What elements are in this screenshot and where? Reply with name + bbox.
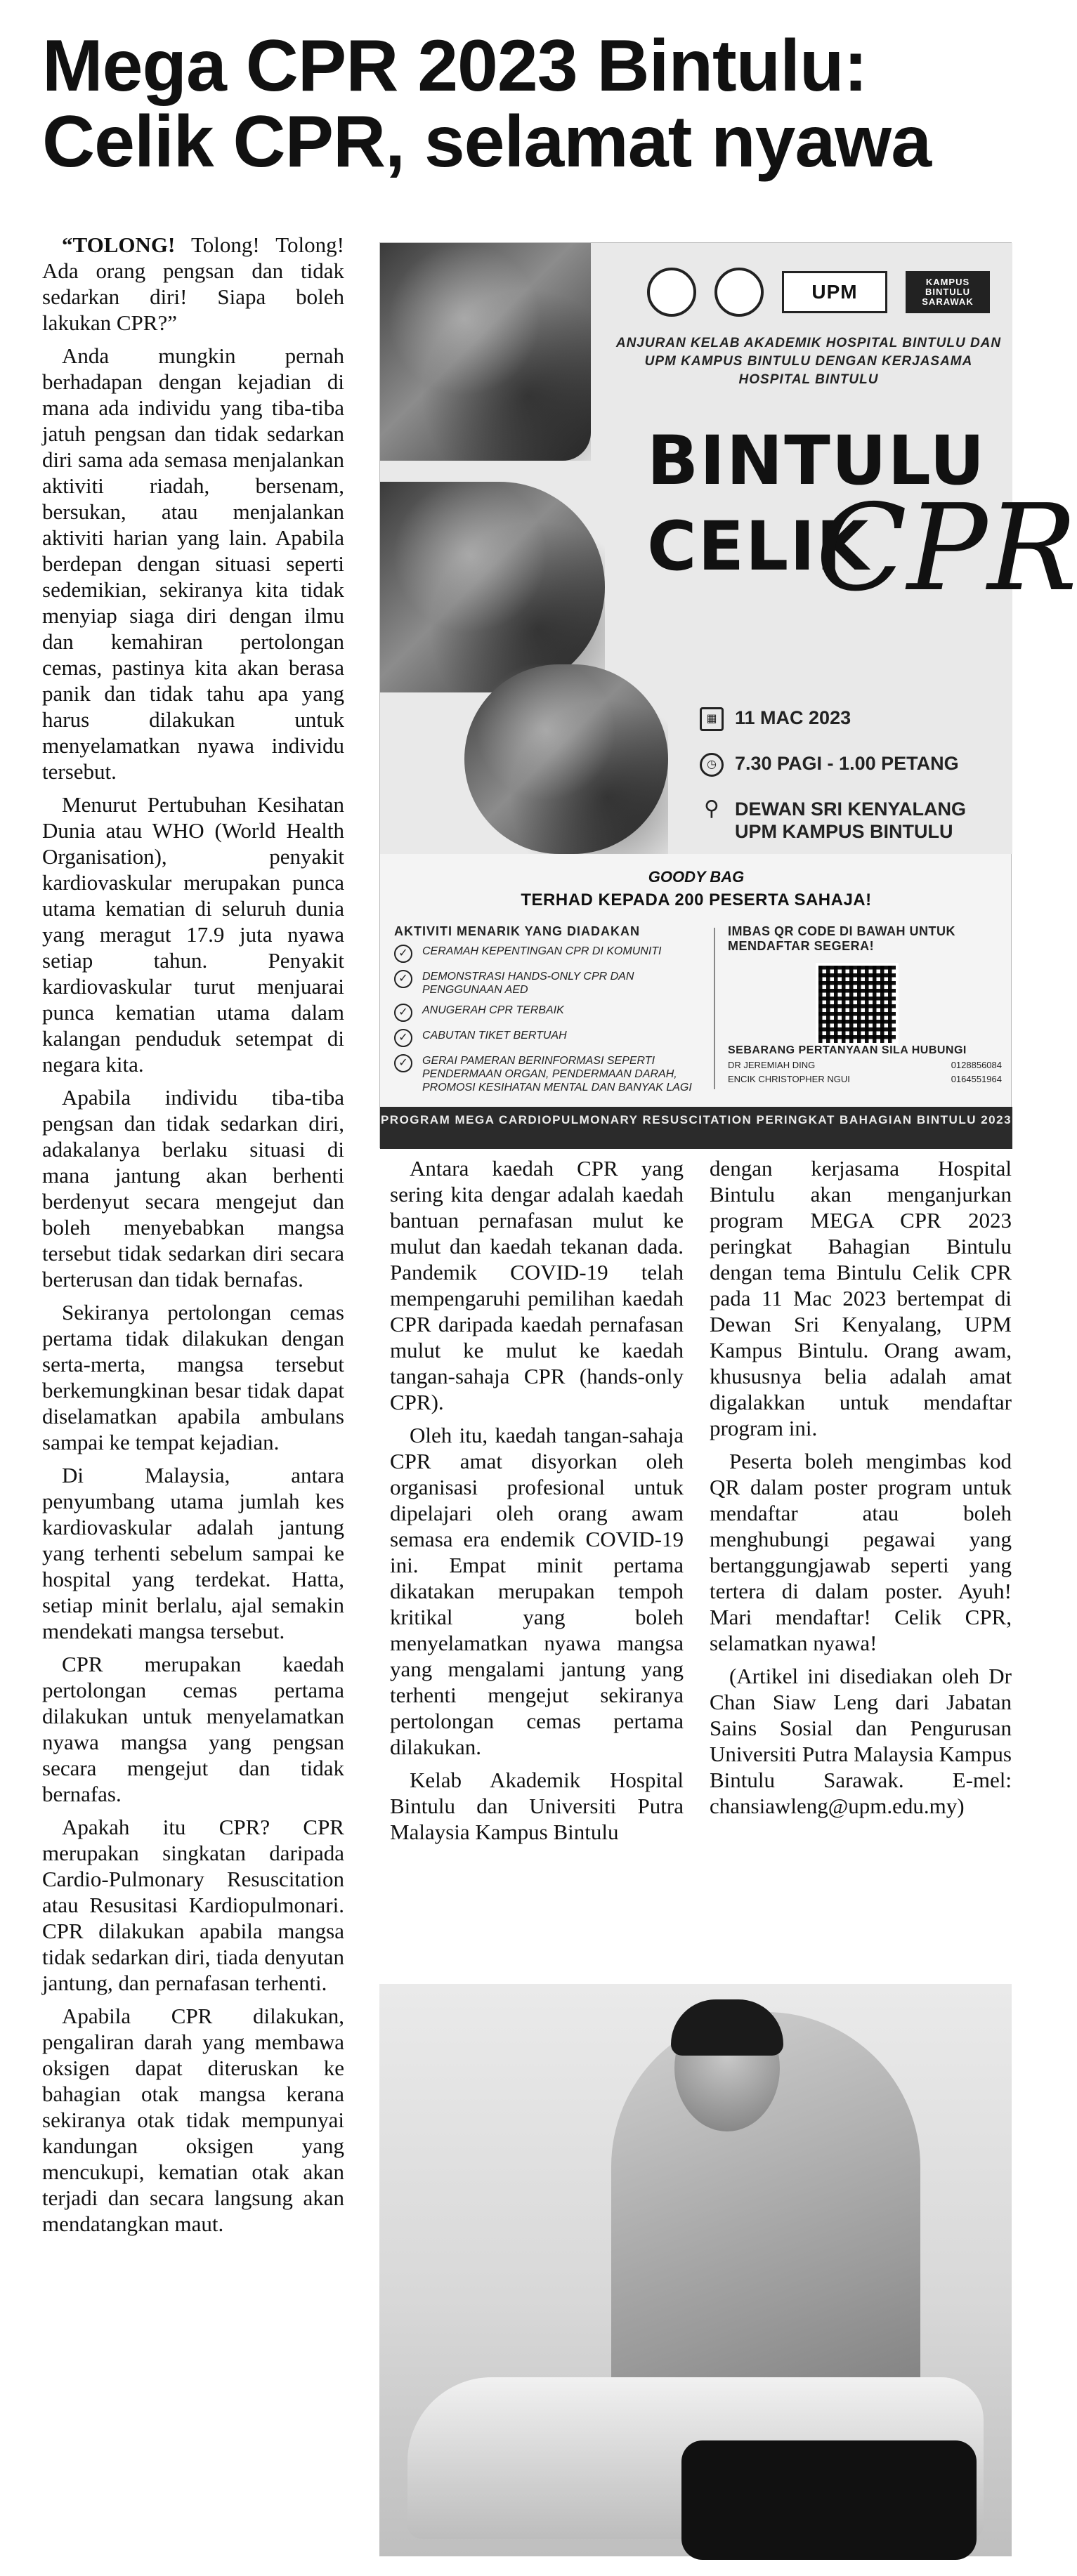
cpr-demonstration-photo: [379, 1984, 1012, 2556]
location-pin-icon: ⚲: [704, 796, 719, 820]
headline-line-2: Celik CPR, selamat nyawa: [42, 101, 932, 183]
poster-place-line-1: DEWAN SRI KENYALANG: [735, 799, 967, 820]
headline: [42, 25, 1012, 183]
article-paragraph: [390, 1767, 684, 1845]
article-column-3: [710, 1155, 1012, 1970]
check-icon: ✓: [394, 970, 412, 988]
poster-logos: [647, 264, 998, 320]
article-paragraph-text: Kelab Akademik Hospital Bintulu dan Universiti Putra Malaysia Kampus Bintulu: [390, 1768, 684, 1844]
article-paragraph-text: Sekiranya pertolongan cemas pertama tidak dilakukan dengan serta-merta, mangsa tersebut berkemungkinan besar tidak dapat diselamatkan apabila ambulans sampai ke tempat kejadian.: [42, 1300, 344, 1454]
activity-text: ANUGERAH CPR TERBAIK: [422, 1004, 564, 1016]
article-paragraph-text: Tolong! Tolong! Ada orang pengsan dan tidak sedarkan diri! Siapa boleh lakukan CPR?”: [42, 232, 344, 335]
contact-name: DR JEREMIAH DING: [728, 1060, 816, 1070]
article-paragraph: [42, 1299, 344, 1455]
article-paragraph-text: Menurut Pertubuhan Kesihatan Dunia atau WHO (World Health Organisation), penyakit kardiovaskular merupakan punca utama kematian di seluruh dunia yang meragut 17.9 juta nyawa setiap tahun. Penyakit kardiovaskular turut menjuarai punca kematian utama dalam kalangan penduduk setempat di negara kita.: [42, 792, 344, 1077]
poster-organiser: ANJURAN KELAB AKADEMIK HOSPITAL BINTULU DAN UPM KAMPUS BINTULU DENGAN KERJASAMA HOSPITAL BINTULU: [615, 336, 1002, 387]
activity-text: CERAMAH KEPENTINGAN CPR DI KOMUNITI: [422, 945, 662, 957]
activity-item: [394, 945, 703, 963]
article-paragraph-text: Oleh itu, kaedah tangan-sahaja CPR amat disyorkan oleh organisasi profesional untuk dipelajari oleh orang awam semasa era endemik COVID-19 ini. Empat minit pertama dikatakan merupakan tempoh kritikal yang boleh menyelamatkan nyawa mangsa yang mengalami jantung yang terhenti mengejut sekiranya pertolongan cemas pertama dilakukan.: [390, 1423, 684, 1759]
article-paragraph-text: Peserta boleh mengimbas kod QR dalam poster program untuk mendaftar atau boleh menghubungi pegawai yang bertanggungjawab seperti yang tertera di dalam poster. Ayuh! Mari mendaftar! Celik CPR, selamatkan nyawa!: [710, 1449, 1012, 1655]
cpr-training-photo-1: [380, 243, 591, 461]
instructor-hair: [671, 1999, 783, 2056]
activity-item: [394, 1029, 703, 1047]
poster-place: [700, 798, 1002, 843]
article-paragraph: [42, 232, 344, 336]
poster-place-text: [735, 798, 966, 843]
poster-activities-heading: AKTIVITI MENARIK YANG DIADAKAN: [394, 924, 641, 938]
article-paragraph-text: Apabila CPR dilakukan, pengaliran darah yang membawa oksigen dapat diteruskan ke bahagian otak mangsa kerana sekiranya otak tidak mempunyai kandungan oksigen yang mencukupi, kematian otak akan terjadi dan secara langsung akan mendatangkan maut.: [42, 2004, 344, 2236]
contact-phone: 0128856084: [951, 1060, 1002, 1070]
article-paragraph-text: Apabila individu tiba-tiba pengsan dan tidak sedarkan diri, adakalanya berlaku situasi di mana jantung akan berhenti berdenyut secara mengejut dan boleh menyebabkan mangsa tersebut tidak sedarkan diri secara berterusan dan tidak bernafas.: [42, 1085, 344, 1292]
article-paragraph: [42, 2003, 344, 2237]
article-paragraph: [390, 1155, 684, 1415]
article-paragraph-text: dengan kerjasama Hospital Bintulu akan menganjurkan program MEGA CPR 2023 peringkat Bahagian Bintulu dengan tema Bintulu Celik CPR pada 11 Mac 2023 bertempat di Dewan Sri Kenyalang, UPM Kampus Bintulu. Orang awam, khususnya belia adalah amat digalakkan untuk mendaftar program ini.: [710, 1156, 1012, 1440]
poster-title-line-2: CELIK: [647, 507, 870, 586]
article-paragraph: [42, 1084, 344, 1292]
contact-row: [728, 1060, 1002, 1071]
check-icon: ✓: [394, 945, 412, 963]
event-poster: [379, 242, 1077, 1148]
check-icon: ✓: [394, 1029, 412, 1047]
article-paragraph-text: CPR merupakan kaedah pertolongan cemas pertama dilakukan untuk menyelamatkan nyawa mangsa yang pengsan secara mengejut dan tidak bernafas.: [42, 1652, 344, 1806]
activity-text: GERAI PAMERAN BERINFORMASI SEPERTI PENDERMAAN ORGAN, PENDERMAAN DARAH, PROMOSI KESIHATAN MENTAL DAN BANYAK LAGI: [422, 1055, 692, 1093]
poster-banner: PROGRAM MEGA CARDIOPULMONARY RESUSCITATION PERINGKAT BAHAGIAN BINTULU 2023: [380, 1107, 1012, 1149]
clock-icon: ◷: [700, 753, 724, 777]
poster-contact-heading: SEBARANG PERTANYAAN SILA HUBUNGI: [728, 1044, 967, 1056]
qr-code: [816, 963, 899, 1046]
activity-item: [394, 970, 703, 997]
article-paragraph: [42, 1462, 344, 1644]
poster-activities: [394, 924, 703, 1101]
activity-item: [394, 1054, 703, 1094]
article-column-1: [42, 232, 344, 2556]
manikin-shirt: [681, 2440, 977, 2560]
poster-participant-limit: TERHAD KEPADA 200 PESERTA SAHAJA!: [521, 891, 872, 909]
poster-title: [647, 421, 1077, 618]
poster-register-heading: IMBAS QR CODE DI BAWAH UNTUK MENDAFTAR SEGERA!: [728, 924, 955, 953]
article-paragraph: [710, 1155, 1012, 1441]
check-icon: ✓: [394, 1054, 412, 1072]
contact-phone: 0164551964: [951, 1074, 1002, 1084]
article-column-2: [390, 1155, 684, 1970]
article-paragraph-text: Apakah itu CPR? CPR merupakan singkatan daripada Cardio-Pulmonary Resuscitation atau Resusitasi Kardiopulmonari. CPR dilakukan apabila mangsa tidak sedarkan diri, tiada denyutan jantung, dan pernafasan terhenti.: [42, 1815, 344, 1995]
kelab-akademik-logo: [714, 268, 764, 317]
poster-goody-bag: GOODY BAG: [648, 868, 745, 886]
poster-date-text: 11 MAC 2023: [735, 707, 851, 728]
activity-list: [394, 945, 703, 1094]
check-icon: ✓: [394, 1004, 412, 1022]
poster-divider: [714, 928, 715, 1089]
activity-text: DEMONSTRASI HANDS-ONLY CPR DAN PENGGUNAAN AED: [422, 971, 634, 996]
kampus-bintulu-logo: KAMPUS BINTULU SARAWAK: [906, 271, 990, 313]
poster-time: [700, 752, 1002, 777]
article-paragraph: [42, 1814, 344, 1996]
article-paragraph-text: Anda mungkin pernah berhadapan dengan kejadian di mana ada individu yang tiba-tiba jatuh pengsan dan tidak sedarkan diri sama ada semasa menjalankan aktiviti riadah, bersenam, bersukan, atau menjalankan aktiviti harian yang lain. Apabila berdepan dengan situasi seperti sedemikian, sekiranya kita tidak menyiap siaga diri dengan ilmu dan kemahiran pertolongan cemas, pastinya kita akan berasa panik dan tidak tahu apa yang harus dilakukan untuk menyelamatkan nyawa individu tersebut.: [42, 343, 344, 784]
poster-date: [700, 707, 1002, 731]
article-paragraph: [42, 343, 344, 784]
poster-title-script: CPR: [816, 479, 1077, 618]
article-paragraph: [42, 1651, 344, 1807]
headline-line-1: Mega CPR 2023 Bintulu:: [42, 25, 868, 107]
poster-register: [728, 924, 1002, 954]
poster-contact: [728, 1044, 1002, 1085]
activity-item: [394, 1004, 703, 1022]
cpr-training-photo-3: [464, 664, 668, 854]
poster-time-text: 7.30 PAGI - 1.00 PETANG: [735, 753, 959, 774]
hospital-bintulu-logo: [647, 268, 696, 317]
article-paragraph-text: Di Malaysia, antara penyumbang utama jumlah kes kardiovaskular adalah jantung yang terhenti sebelum sampai ke hospital yang terdekat. Hatta, setiap minit berlalu, ajal semakin mendekati mangsa tersebut.: [42, 1463, 344, 1643]
article-paragraph: [710, 1663, 1012, 1819]
article-paragraph: [42, 791, 344, 1077]
calendar-icon: ▦: [700, 707, 724, 731]
poster-title-line-1: BINTULU: [647, 421, 986, 500]
contact-row: [728, 1074, 1002, 1085]
article-lead-word: “TOLONG!: [62, 232, 176, 257]
article-paragraph-text: Antara kaedah CPR yang sering kita dengar adalah kaedah bantuan pernafasan mulut ke mulut dan kaedah tekanan dada. Pandemik COVID-19 telah mempengaruhi pemilihan kaedah CPR daripada kaedah pernafasan mulut ke mulut ke kaedah tangan-sahaja CPR (hands-only CPR).: [390, 1156, 684, 1414]
upm-logo: UPM: [782, 271, 887, 313]
poster-place-line-2: UPM KAMPUS BINTULU: [735, 821, 953, 842]
contact-name: ENCIK CHRISTOPHER NGUI: [728, 1074, 850, 1084]
article-paragraph-text: (Artikel ini disediakan oleh Dr Chan Siaw Leng dari Jabatan Sains Sosial dan Pengurusan Universiti Putra Malaysia Kampus Bintulu Sarawak. E-mel: chansiawleng@upm.edu.my): [710, 1664, 1012, 1818]
cpr-training-photo-2: [380, 482, 605, 692]
article-paragraph: [390, 1422, 684, 1760]
article-paragraph: [710, 1448, 1012, 1656]
activity-text: CABUTAN TIKET BERTUAH: [422, 1030, 567, 1041]
